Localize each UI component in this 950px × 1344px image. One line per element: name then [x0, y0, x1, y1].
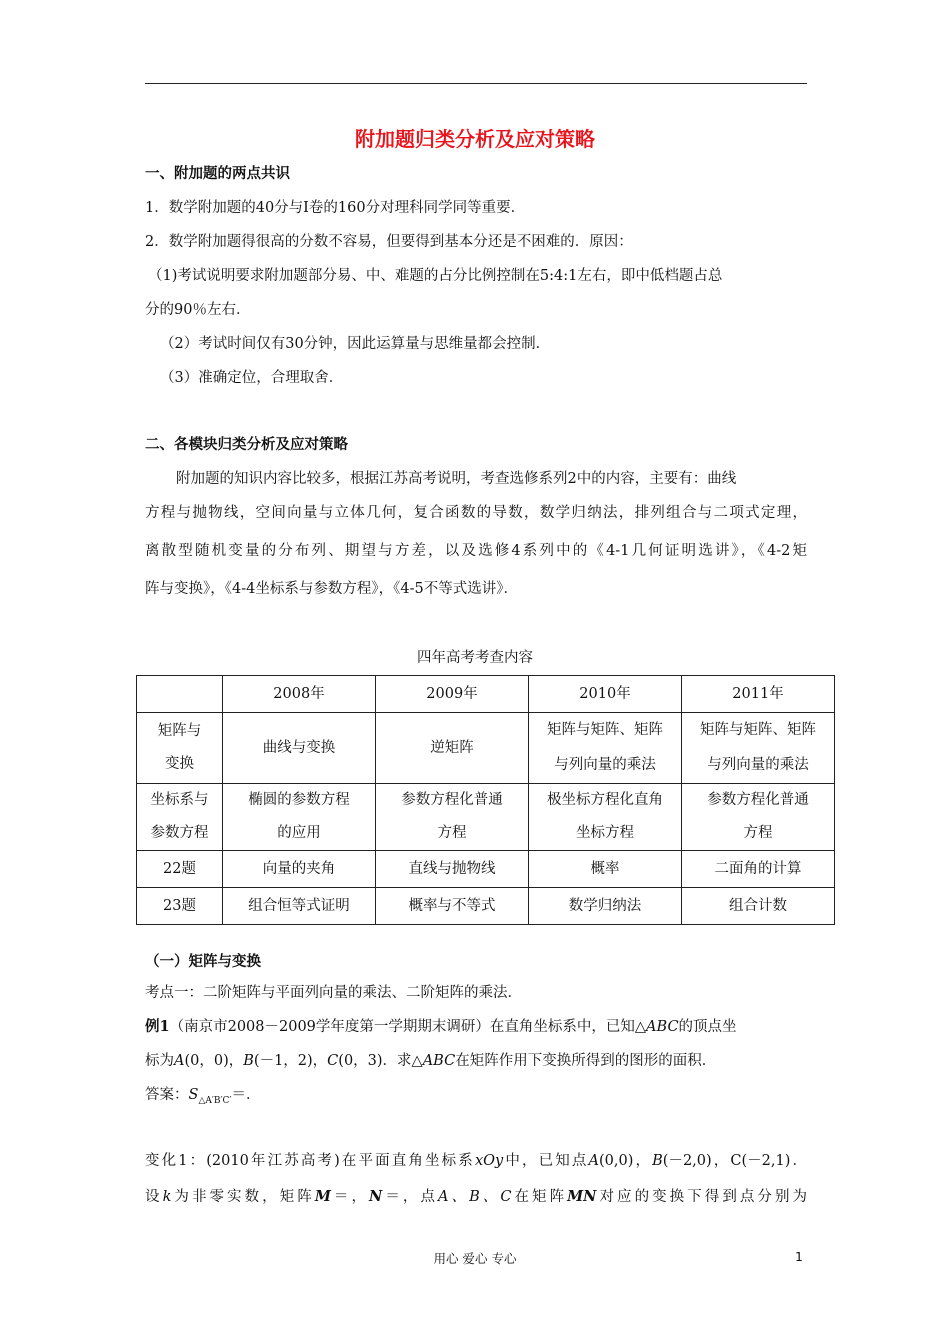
section1-point2: 2．数学附加题得很高的分数不容易，但要得到基本分还是不困难的．原因： [145, 234, 633, 250]
table-row [137, 784, 835, 851]
table-cell: 极坐标方程化直角 坐标方程 [529, 784, 682, 851]
table-cell: 组合恒等式证明 [223, 888, 376, 925]
section1-reason1-line2: 分的90％左右． [145, 302, 251, 318]
table-cell: 数学归纳法 [529, 888, 682, 925]
section2-line3: 离散型随机变量的分布列、期望与方差，以及选修4系列中的《4-1几何证明选讲》，《4-2矩 [145, 543, 807, 559]
subsection1-heading: （一）矩阵与变换 [145, 954, 261, 970]
page-footer: 用心 爱心 专心 [433, 1251, 517, 1266]
section2-line1: 附加题的知识内容比较多，根据江苏高考说明，考查选修系列2中的内容，主要有：曲线 [176, 471, 737, 487]
header-rule [145, 83, 807, 84]
row-label-cell: 22题 [137, 851, 223, 888]
table-cell: 参数方程化普通 方程 [682, 784, 835, 851]
row-label-cell: 矩阵与 变换 [137, 713, 223, 784]
table-row [137, 851, 835, 888]
document-title: 附加题归类分析及应对策略 [355, 127, 595, 151]
section1-point1: 1．数学附加题的40分与Ⅰ卷的160分对理科同学同等重要． [145, 200, 526, 216]
section2-heading: 二、各模块归类分析及应对策略 [145, 437, 348, 453]
page-number: 1 [795, 1249, 803, 1264]
section1-reason1-line1: （1)考试说明要求附加题部分易、中、难题的占分比例控制在5:4:1左右，即中低档题占总 [148, 268, 723, 284]
variation1-line2: 设k为非零实数，矩阵M＝，N＝，点A、B、C在矩阵MN对应的变换下得到点分别为 [145, 1188, 808, 1205]
table-cell: 参数方程化普通 方程 [376, 784, 529, 851]
header-cell: 2010年 [529, 676, 682, 713]
header-cell: 2011年 [682, 676, 835, 713]
section2-line4: 阵与变换》，《4-4坐标系与参数方程》，《4-5不等式选讲》． [145, 581, 518, 597]
table-cell: 直线与抛物线 [376, 851, 529, 888]
section1-reason3: （3）准确定位，合理取舍． [160, 370, 344, 386]
table-row [137, 888, 835, 925]
section2-line2: 方程与抛物线，空间向量与立体几何，复合函数的导数，数学归纳法，排列组合与二项式定理， [145, 505, 807, 521]
header-cell-blank [137, 676, 223, 713]
variation1-line1: 变化1：(2010年江苏高考)在平面直角坐标系xOy中，已知点A(0,0)，B(－2,0)，C(－2,1)． [145, 1153, 808, 1169]
row-label-cell: 坐标系与 参数方程 [137, 784, 223, 851]
section1-heading: 一、附加题的两点共识 [145, 166, 290, 182]
table-row [137, 713, 835, 784]
example1-line2: 标为A(0，0)，B(－1，2)，C(0，3)．求△ABC在矩阵作用下变换所得到的图形的面积． [145, 1053, 717, 1069]
table-cell: 矩阵与矩阵、矩阵 与列向量的乘法 [682, 713, 835, 784]
kaodian-1: 考点一：二阶矩阵与平面列向量的乘法、二阶矩阵的乘法． [145, 985, 522, 1001]
section1-reason2: （2）考试时间仅有30分钟，因此运算量与思维量都会控制． [160, 336, 551, 352]
table-cell: 逆矩阵 [376, 713, 529, 784]
table-caption: 四年高考考查内容 [417, 650, 533, 666]
header-cell: 2008年 [223, 676, 376, 713]
table-cell: 概率 [529, 851, 682, 888]
table-cell: 组合计数 [682, 888, 835, 925]
example-label: 例1 [145, 1018, 170, 1035]
example1-line1: 例1（南京市2008－2009学年度第一学期期末调研）在直角坐标系中，已知△ABC的顶点坐 [145, 1018, 737, 1035]
table-cell: 二面角的计算 [682, 851, 835, 888]
table-cell: 概率与不等式 [376, 888, 529, 925]
table-cell: 椭圆的参数方程 的应用 [223, 784, 376, 851]
row-label-cell: 23题 [137, 888, 223, 925]
table-cell: 矩阵与矩阵、矩阵 与列向量的乘法 [529, 713, 682, 784]
exam-content-table [136, 675, 835, 925]
table-cell: 曲线与变换 [223, 713, 376, 784]
table-header-row [137, 676, 835, 713]
header-cell: 2009年 [376, 676, 529, 713]
table-cell: 向量的夹角 [223, 851, 376, 888]
example1-answer: 答案：$S_{\triangle A'B'C'}=$． [145, 1087, 261, 1106]
